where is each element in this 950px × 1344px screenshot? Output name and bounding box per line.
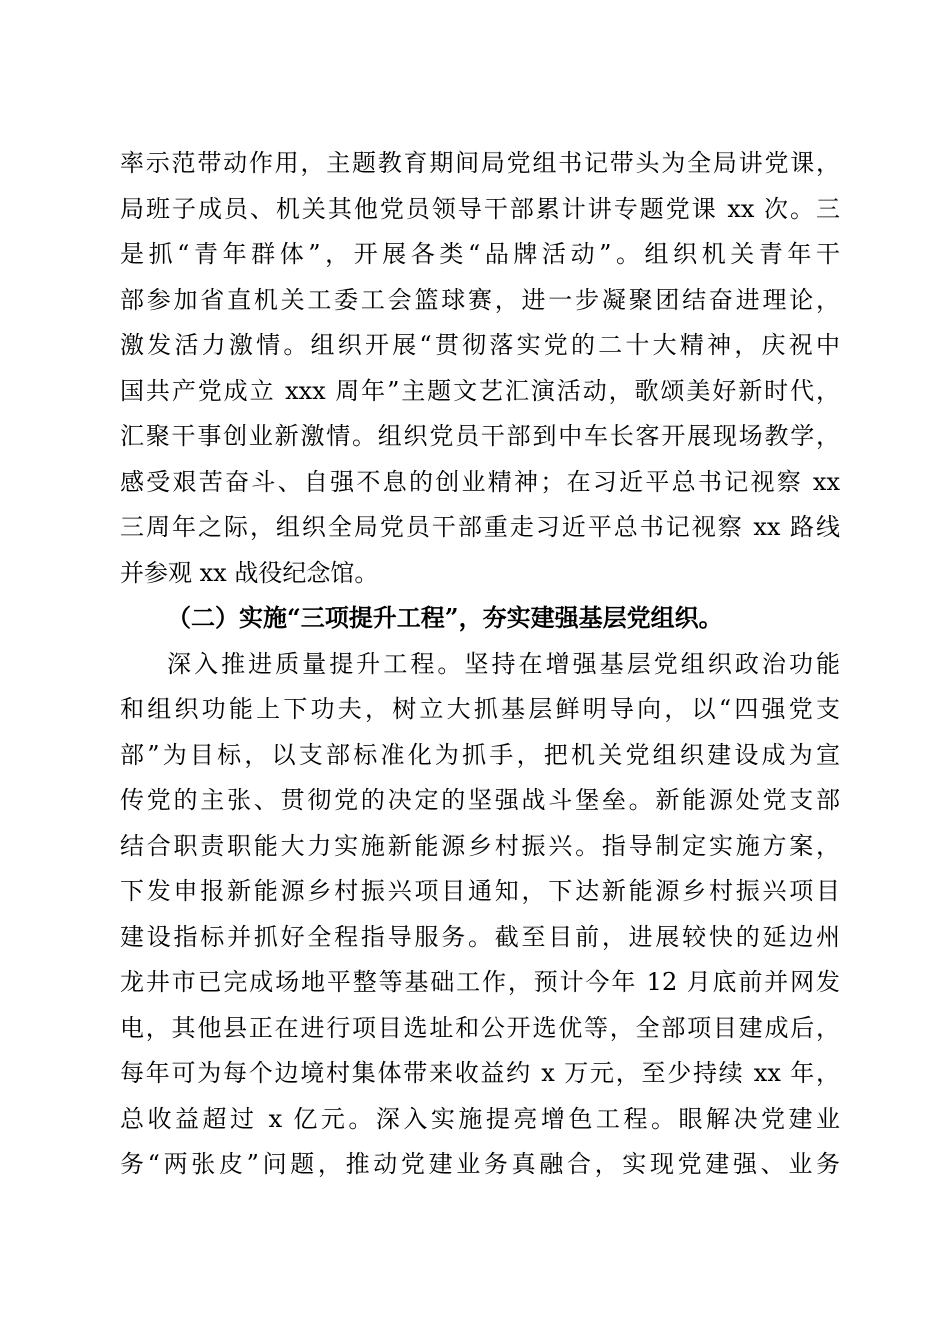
paragraph-1-line-3: 是抓“青年群体”，开展各类“品牌活动”。组织机关青年干 <box>120 240 840 268</box>
paragraph-2-line-1: 深入推进质量提升工程。坚持在增强基层党组织政治功能 <box>167 650 840 678</box>
paragraph-1-line-1: 率示范带动作用，主题教育期间局党组书记带头为全局讲党课， <box>120 149 840 177</box>
paragraph-2-line-7: 建设指标并抓好全程指导服务。截至目前，进展较快的延边州 <box>120 923 840 951</box>
paragraph-2-line-5: 结合职责职能大力实施新能源乡村振兴。指导制定实施方案， <box>120 832 840 860</box>
paragraph-2-line-2: 和组织功能上下功夫，树立大抓基层鲜明导向，以“四强党支 <box>120 695 840 723</box>
paragraph-2-line-11: 总收益超过 x 亿元。深入实施提亮增色工程。眼解决党建业 <box>120 1105 840 1133</box>
paragraph-2-line-3: 部”为目标，以支部标准化为抓手，把机关党组织建设成为宣 <box>120 741 840 769</box>
paragraph-2-line-6: 下发申报新能源乡村振兴项目通知，下达新能源乡村振兴项目 <box>120 877 840 905</box>
paragraph-2-line-12: 务“两张皮”问题，推动党建业务真融合，实现党建强、业务 <box>120 1150 840 1178</box>
paragraph-1-line-2: 局班子成员、机关其他党员领导干部累计讲专题党课 xx 次。三 <box>120 195 840 223</box>
paragraph-1-line-5: 激发活力激情。组织开展“贯彻落实党的二十大精神，庆祝中 <box>120 331 840 359</box>
paragraph-1-line-9: 三周年之际，组织全局党员干部重走习近平总书记视察 xx 路线 <box>120 513 840 541</box>
section-heading: （二）实施“三项提升工程”，夯实建强基层党组织。 <box>167 603 723 632</box>
paragraph-2-line-8: 龙井市已完成场地平整等基础工作，预计今年 12 月底前并网发 <box>120 968 840 996</box>
paragraph-2-line-10: 每年可为每个边境村集体带来收益约 x 万元，至少持续 xx 年， <box>120 1059 840 1087</box>
paragraph-1-line-8: 感受艰苦奋斗、自强不息的创业精神；在习近平总书记视察 xx <box>120 468 840 496</box>
paragraph-1-line-10: 并参观 xx 战役纪念馆。 <box>120 559 379 587</box>
paragraph-1-line-4: 部参加省直机关工委工会篮球赛，进一步凝聚团结奋进理论， <box>120 286 840 314</box>
paragraph-2-line-9: 电，其他县正在进行项目选址和公开选优等，全部项目建成后， <box>120 1014 840 1042</box>
paragraph-1-line-6: 国共产党成立 xxx 周年”主题文艺汇演活动，歌颂美好新时代， <box>120 377 840 405</box>
paragraph-2-line-4: 传党的主张、贯彻党的决定的坚强战斗堡垒。新能源处党支部 <box>120 786 840 814</box>
paragraph-1-line-7: 汇聚干事创业新激情。组织党员干部到中车长客开展现场教学， <box>120 422 840 450</box>
